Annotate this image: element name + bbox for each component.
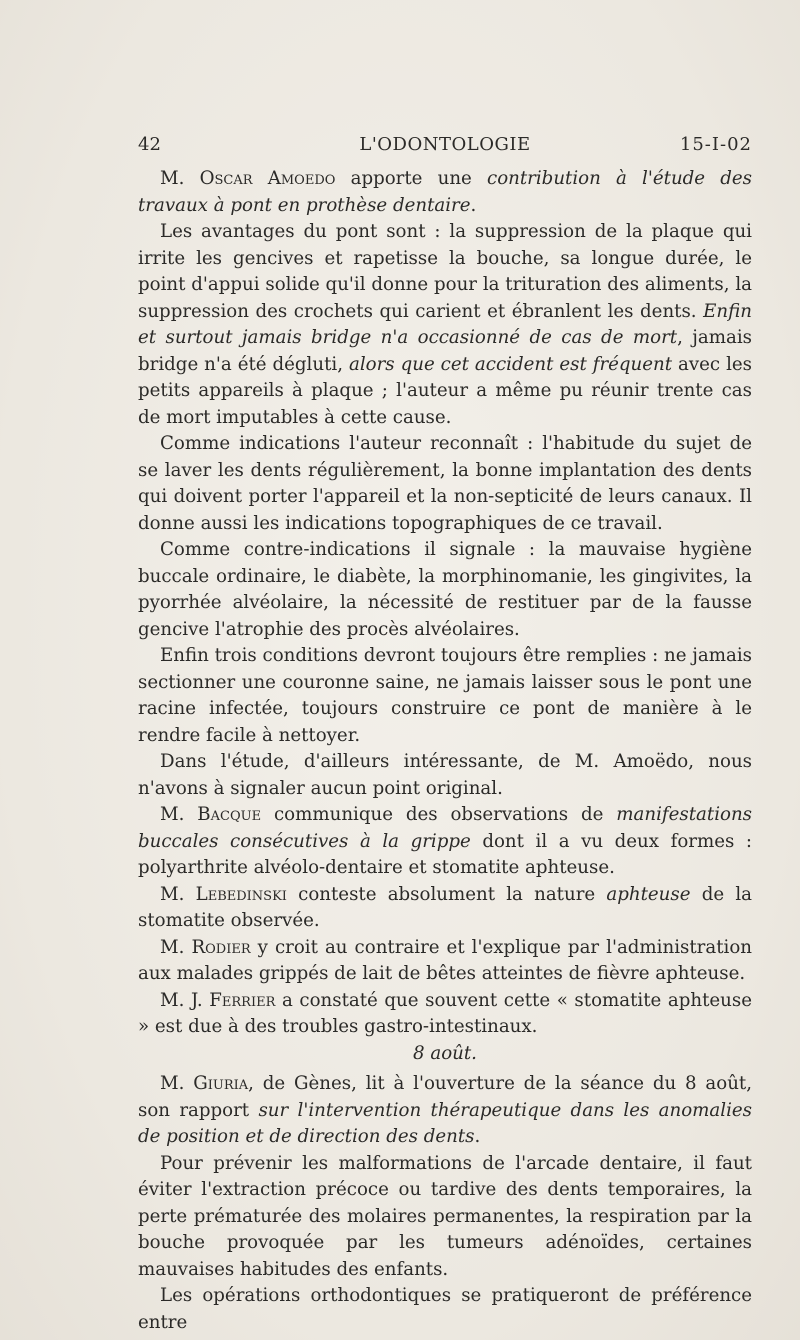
paragraph-ferrier: M. J. Ferrier a constaté que souvent cette « stomatite aphteuse » est due à des troubles gastro-intestinaux. [138, 989, 752, 1037]
paragraph-rodier: M. Rodier y croit au contraire et l'explique par l'administration aux malades grippés de lait de bêtes atteintes de fièvre aphteuse. [138, 936, 752, 984]
running-title: L'ODONTOLOGIE [359, 134, 531, 155]
emphasis: alors que cet accident est fréquent [348, 353, 673, 375]
section-date-heading: 8 août. [413, 1042, 477, 1064]
paragraph-advantages: Les avantages du pont sont : la suppression de la plaque qui irrite les gencives et rapetisse la bouche, sa longue durée, le point d'appui solide qu'il donne pour la trituration des aliments, la suppression des crochets qui carient et ébranlent les dents. Enfin et surtout jamais bridge n'a occasionné de cas de mort, jamais bridge n'a été dégluti, alors que cet accident est fréquent avec les petits appareils à plaque ; l'auteur a même pu réunir trente cas de mort imputables à cette cause. [138, 221, 752, 428]
work-title: manifestations buccales consécutives à la grippe [138, 804, 753, 852]
paragraph-lebedinski: M. Lebedinski conteste absolument la nature aphteuse de la stomatite observée. [138, 883, 752, 931]
author-name: Rodier [191, 936, 251, 958]
paragraph-prevention: Pour prévenir les malformations de l'arcade dentaire, il faut éviter l'extraction précoce ou tardive des dents temporaires, la perte prématurée des molaires permanentes, la respiration par la bouche provoquée par les tumeurs adénoïdes, certaines mauvaises habitudes des enfants. [138, 1152, 752, 1280]
author-name: Bacque [197, 804, 262, 825]
paragraph-indications: Comme indications l'auteur reconnaît : l'habitude du sujet de se laver les dents régulièrement, la bonne implantation des dents qui doivent porter l'appareil et la non-septicité de leurs canaux. Il donne aussi les indications topographiques de ce travail. [138, 433, 752, 534]
emphasis: aphteuse [606, 883, 691, 905]
author-name: Lebedinski [195, 883, 287, 905]
paragraph-amoedo: M. Oscar Amoedo apporte une contribution à l'étude des travaux à pont en prothèse dentaire. [138, 168, 752, 216]
author-name: Ferrier [209, 989, 276, 1011]
paragraph-contra-indications: Comme contre-indications il signale : la mauvaise hygiène buccale ordinaire, le diabète, la morphinomanie, les gingivites, la pyorrhée alvéolaire, la nécessité de restituer par de la fausse gencive l'atrophie des procès alvéolaires. [138, 539, 752, 640]
paragraph-giuria: M. Giuria, de Gènes, lit à l'ouverture de la séance du 8 août, son rapport sur l'intervention thérapeutique dans les anomalies de position et de direction des dents. [138, 1073, 752, 1147]
paragraph-review: Dans l'étude, d'ailleurs intéressante, de M. Amoëdo, nous n'avons à signaler aucun point original. [138, 751, 752, 799]
paragraph-operations: Les opérations orthodontiques se pratiqueront de préférence entre [138, 1285, 752, 1333]
paragraph-conditions: Enfin trois conditions devront toujours être remplies : ne jamais sectionner une couronne saine, ne jamais laisser sous le pont une racine infectée, toujours construire ce pont de manière à le rendre facile à nettoyer. [138, 645, 752, 746]
work-title: contribution à l'étude des travaux à pont en prothèse dentaire [138, 168, 752, 216]
page-header [138, 134, 752, 160]
author-name: Giuria [193, 1073, 249, 1094]
author-name: Oscar Amoedo [199, 168, 336, 189]
emphasis: Enfin et surtout jamais bridge n'a occasionné de cas de mort [138, 300, 752, 348]
page-number: 42 [138, 134, 161, 155]
paragraph-bacque: M. Bacque communique des observations de manifestations buccales consécutives à la grippe dont il a vu deux formes : polyarthrite alvéolo-dentaire et stomatite aphteuse. [138, 804, 753, 878]
work-title: sur l'intervention thérapeutique dans les anomalies de position et de direction des dents [138, 1099, 752, 1147]
article-body [138, 166, 752, 1336]
issue-date: 15-I-02 [679, 134, 752, 155]
